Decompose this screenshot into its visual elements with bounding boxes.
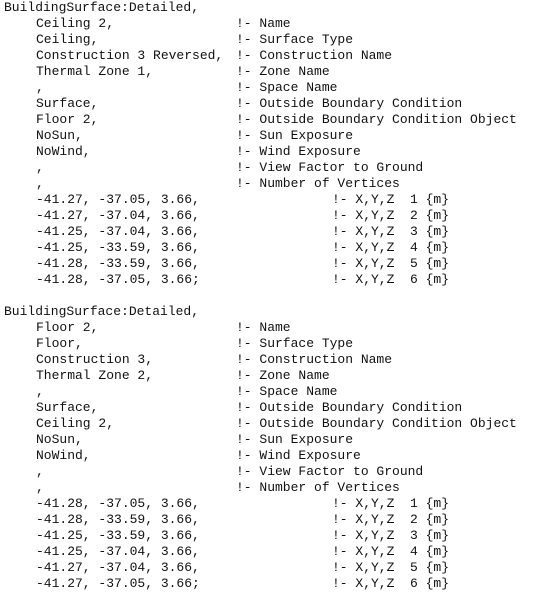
field-value: Construction 3 Reversed, — [36, 48, 224, 63]
idf-text-editor[interactable] — [4, 0, 534, 595]
field-comment: !- Number of Vertices — [236, 176, 400, 191]
vertex-comment: !- X,Y,Z 3 {m} — [332, 528, 450, 543]
field-line — [4, 144, 534, 160]
vertex-value: -41.28, -33.59, 3.66, — [36, 512, 200, 527]
field-value: Surface, — [36, 400, 99, 415]
field-comment: !- Wind Exposure — [236, 448, 361, 463]
vertex-comment: !- X,Y,Z 4 {m} — [332, 544, 450, 559]
field-comment: !- Zone Name — [236, 368, 330, 383]
field-line — [4, 80, 534, 96]
field-comment: !- Surface Type — [236, 32, 354, 47]
field-value: Ceiling 2, — [36, 16, 115, 31]
field-line — [4, 112, 534, 128]
vertex-line — [4, 192, 534, 208]
vertex-line — [4, 512, 534, 528]
field-comment: !- Zone Name — [236, 64, 330, 79]
field-value: Floor, — [36, 336, 83, 351]
field-value: , — [36, 480, 44, 495]
field-value: NoWind, — [36, 144, 91, 159]
field-value: Thermal Zone 2, — [36, 368, 154, 383]
vertex-value: -41.28, -37.05, 3.66, — [36, 496, 200, 511]
vertex-value: -41.27, -37.05, 3.66; — [36, 576, 200, 591]
vertex-line — [4, 544, 534, 560]
field-comment: !- Space Name — [236, 384, 338, 399]
field-comment: !- Construction Name — [236, 352, 393, 367]
field-comment: !- Name — [236, 16, 291, 31]
vertex-line — [4, 528, 534, 544]
vertex-comment: !- X,Y,Z 2 {m} — [332, 208, 450, 223]
field-value: , — [36, 80, 44, 95]
vertex-value: -41.28, -37.05, 3.66; — [36, 272, 200, 287]
field-line — [4, 48, 534, 64]
field-value: Surface, — [36, 96, 99, 111]
field-line — [4, 480, 534, 496]
vertex-line — [4, 560, 534, 576]
vertex-value: -41.25, -37.04, 3.66, — [36, 544, 200, 559]
field-value: Construction 3, — [36, 352, 154, 367]
vertex-value: -41.28, -33.59, 3.66, — [36, 256, 200, 271]
field-line — [4, 128, 534, 144]
field-value: , — [36, 384, 44, 399]
vertex-line — [4, 208, 534, 224]
vertex-line — [4, 496, 534, 512]
field-line — [4, 320, 534, 336]
field-comment: !- View Factor to Ground — [236, 464, 424, 479]
field-value: , — [36, 176, 44, 191]
vertex-value: -41.25, -33.59, 3.66, — [36, 240, 200, 255]
field-comment: !- Wind Exposure — [236, 144, 361, 159]
field-comment: !- Number of Vertices — [236, 480, 400, 495]
field-line — [4, 160, 534, 176]
vertex-comment: !- X,Y,Z 4 {m} — [332, 240, 450, 255]
field-value: Floor 2, — [36, 112, 99, 127]
vertex-comment: !- X,Y,Z 2 {m} — [332, 512, 450, 527]
field-line — [4, 96, 534, 112]
field-line — [4, 336, 534, 352]
vertex-comment: !- X,Y,Z 1 {m} — [332, 192, 450, 207]
field-line — [4, 368, 534, 384]
field-comment: !- Name — [236, 320, 291, 335]
field-value: Ceiling, — [36, 32, 99, 47]
vertex-line — [4, 576, 534, 592]
vertex-comment: !- X,Y,Z 6 {m} — [332, 272, 450, 287]
field-line — [4, 416, 534, 432]
field-value: Thermal Zone 1, — [36, 64, 154, 79]
vertex-value: -41.25, -37.04, 3.66, — [36, 224, 200, 239]
field-line — [4, 32, 534, 48]
vertex-line — [4, 272, 534, 288]
vertex-value: -41.27, -37.04, 3.66, — [36, 560, 200, 575]
vertex-comment: !- X,Y,Z 5 {m} — [332, 256, 450, 271]
field-line — [4, 176, 534, 192]
vertex-line — [4, 256, 534, 272]
field-comment: !- Outside Boundary Condition — [236, 96, 463, 111]
field-comment: !- View Factor to Ground — [236, 160, 424, 175]
field-comment: !- Outside Boundary Condition Object — [236, 416, 517, 431]
field-line — [4, 384, 534, 400]
field-value: NoSun, — [36, 128, 83, 143]
vertex-comment: !- X,Y,Z 3 {m} — [332, 224, 450, 239]
field-line — [4, 400, 534, 416]
vertex-value: -41.27, -37.05, 3.66, — [36, 192, 200, 207]
field-line — [4, 464, 534, 480]
vertex-value: -41.25, -33.59, 3.66, — [36, 528, 200, 543]
vertex-line — [4, 224, 534, 240]
blank-line — [4, 288, 534, 304]
field-value: Floor 2, — [36, 320, 99, 335]
field-value: , — [36, 464, 44, 479]
field-value: , — [36, 160, 44, 175]
field-comment: !- Surface Type — [236, 336, 354, 351]
vertex-line — [4, 240, 534, 256]
field-line — [4, 448, 534, 464]
field-comment: !- Outside Boundary Condition Object — [236, 112, 517, 127]
field-comment: !- Space Name — [236, 80, 338, 95]
field-comment: !- Sun Exposure — [236, 432, 354, 447]
field-comment: !- Sun Exposure — [236, 128, 354, 143]
vertex-comment: !- X,Y,Z 1 {m} — [332, 496, 450, 511]
vertex-value: -41.27, -37.04, 3.66, — [36, 208, 200, 223]
field-line — [4, 16, 534, 32]
field-comment: !- Outside Boundary Condition — [236, 400, 463, 415]
field-line — [4, 64, 534, 80]
vertex-comment: !- X,Y,Z 5 {m} — [332, 560, 450, 575]
field-comment: !- Construction Name — [236, 48, 393, 63]
field-line — [4, 432, 534, 448]
field-value: NoSun, — [36, 432, 83, 447]
field-value: NoWind, — [36, 448, 91, 463]
vertex-comment: !- X,Y,Z 6 {m} — [332, 576, 450, 591]
field-line — [4, 352, 534, 368]
object-header: BuildingSurface:Detailed, — [4, 0, 200, 15]
object-header: BuildingSurface:Detailed, — [4, 304, 200, 319]
field-value: Ceiling 2, — [36, 416, 115, 431]
